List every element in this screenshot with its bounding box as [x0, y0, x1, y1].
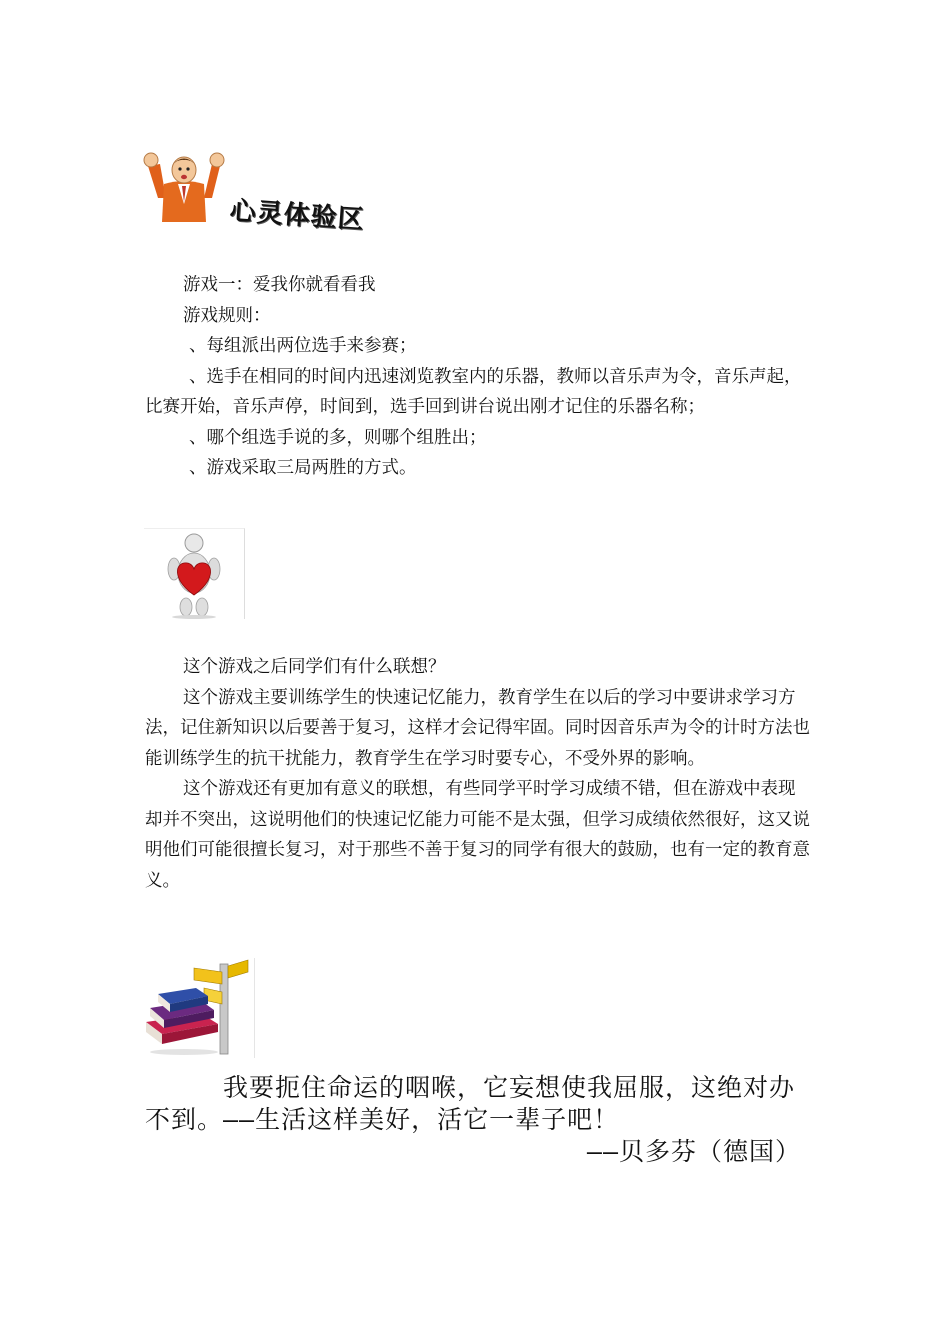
- section-title: 心灵体验区: [228, 196, 366, 236]
- reflection-section: [145, 652, 810, 896]
- quote-block: [145, 1072, 805, 1168]
- reflection-paragraph: 这个游戏还有更加有意义的联想，有些同学平时学习成绩不错，但在游戏中表现却并不突出，这说明他们的快速记忆能力可能不是太强，但学习成绩依然很好，这又说明他们可能很擅长复习，对于那些不善于复习的同学有很大的鼓励，也有一定的教育意义。: [145, 779, 810, 891]
- books-signpost-image: [144, 958, 255, 1058]
- rule-item: 、选手在相同的时间内迅速浏览教室内的乐器，教师以音乐声为令，音乐声起，比赛开始，音乐声停，时间到，选手回到讲台说出刚才记住的乐器名称；: [145, 366, 802, 417]
- rule-item: 、游戏采取三局两胜的方式。: [189, 458, 417, 478]
- rule-item: 、哪个组选手说的多，则哪个组胜出；: [189, 427, 487, 448]
- game-section: [145, 270, 810, 484]
- reflection-question: 这个游戏之后同学们有什么联想？: [183, 657, 446, 677]
- reflection-paragraph: 这个游戏主要训练学生的快速记忆能力，教育学生在以后的学习中要讲求学习方法，记住新知识以后要善于复习，这样才会记得牢固。同时因音乐声为令的计时方法也能训练学生的抗干扰能力，教育学生在学习时要专心，不受外界的影响。: [145, 687, 810, 769]
- quote-text: 我要扼住命运的咽喉，它妄想使我屈服，这绝对办不到。——生活这样美好，活它一辈子吧！: [145, 1073, 796, 1134]
- quote-attribution: ——贝多芬（德国）: [586, 1137, 801, 1166]
- cartoon-man-icon: [140, 148, 228, 224]
- figure-holding-heart-image: [144, 528, 245, 619]
- rules-label: 游戏规则：: [183, 305, 271, 326]
- rule-item: 、每组派出两位选手来参赛；: [189, 336, 417, 356]
- game-name: 游戏一：爱我你就看看我: [183, 275, 376, 295]
